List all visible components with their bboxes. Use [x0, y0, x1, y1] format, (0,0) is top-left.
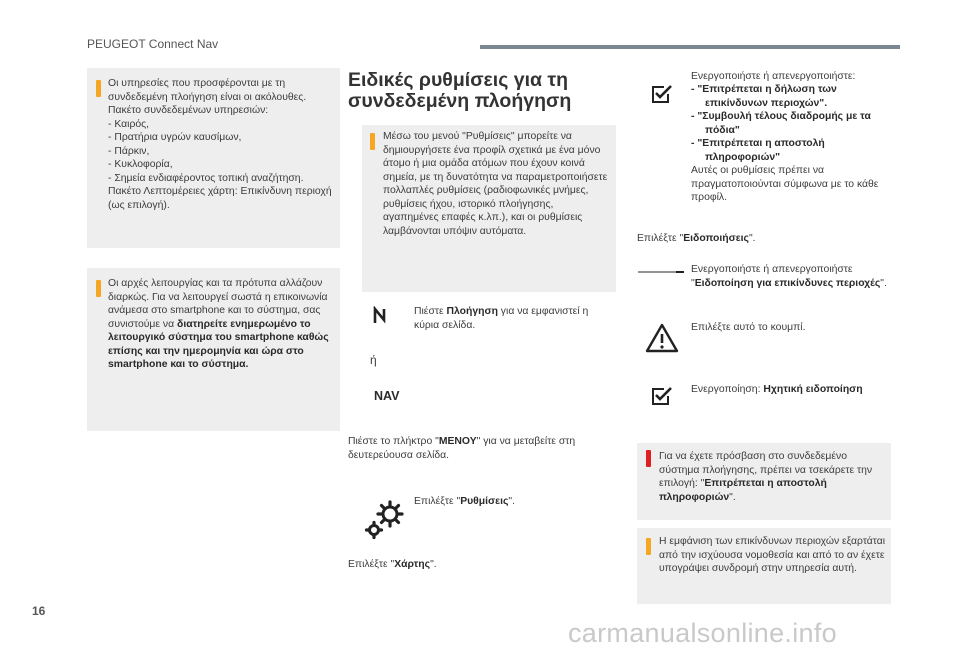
- warning-required-option: Επιτρέπεται η αποστολή πληροφοριών: [659, 478, 827, 503]
- smartphone-text-normal: Οι αρχές λειτουργίας και τα πρότυπα αλλάζουν διαρκώς. Για να λειτουργεί σωστά η επικοινωνία ανάμεσα στο smartphone και το σύστημα, σας συνιστούμε να: [108, 278, 328, 330]
- gears-icon: [362, 498, 408, 544]
- exclamation-icon: [646, 450, 651, 467]
- services-package-label: Πακέτο συνδεδεμένων υπηρεσιών:: [108, 105, 269, 116]
- step-notifications: Επιλέξτε "Ειδοποιήσεις".: [637, 233, 756, 244]
- step-map: Επιλέξτε "Χάρτης".: [348, 559, 437, 570]
- step-settings: Επιλέξτε "Ρυθμίσεις".: [414, 496, 515, 507]
- service-item: - Πάρκιν,: [108, 145, 150, 157]
- step-notif-toggle: Ενεργοποιήστε ή απενεργοποιήστε "Ειδοποίηση για επικίνδυνες περιοχές".: [691, 264, 887, 289]
- map-details-package: Πακέτο Λεπτομέρειες χάρτη: Επικίνδυνη περιοχή (ως επιλογή).: [108, 186, 332, 211]
- service-item: - Καιρός,: [108, 118, 150, 130]
- navigation-n-icon: [372, 306, 390, 326]
- step-navigation: Πιέστε Πλοήγηση για να εμφανιστεί η κύρια σελίδα.: [414, 306, 589, 331]
- info-icon: [370, 133, 375, 150]
- toggle-line-icon: [636, 267, 686, 277]
- voice-alert-label: Ηχητική ειδοποίηση: [763, 384, 863, 395]
- warning-triangle-icon: [645, 322, 679, 354]
- option-send-information: - "Επιτρέπεται η αποστολή πληροφοριών": [691, 138, 825, 163]
- services-text: [108, 77, 336, 212]
- settings-label: Ρυθμίσεις: [460, 496, 509, 507]
- nav-button-label: NAV: [374, 389, 400, 403]
- smartphone-text-bold: διατηρείτε ενημερωμένο το λειτουργικό σύστημα του smartphone καθώς επίσης και την ημερομηνία και ώρα στο smartphone και το σύστημα.: [108, 318, 329, 370]
- service-item: - Κυκλοφορία,: [108, 159, 173, 170]
- step-select-button: Επιλέξτε αυτό το κουμπί.: [691, 322, 806, 333]
- service-item: - Πρατήρια υγρών καυσίμων,: [108, 132, 242, 143]
- notifications-label: Ειδοποιήσεις: [683, 233, 749, 244]
- info-icon: [646, 538, 651, 555]
- header-rule: [480, 45, 900, 49]
- info-icon: [96, 280, 101, 297]
- watermark: carmanualsonline.info: [568, 618, 837, 648]
- menu-label: ΜΕΝΟΥ: [438, 436, 477, 447]
- legislation-text: Η εμφάνιση των επικίνδυνων περιοχών εξαρτάται από την ισχύουσα νομοθεσία και από το αν έχετε υπογράψει συνδρομή στην υπηρεσία αυτή.: [659, 536, 886, 574]
- option-hazard-declaration: - "Επιτρέπεται η δήλωση των επικίνδυνων περιοχών".: [691, 84, 837, 109]
- step-voice: Ενεργοποίηση: Ηχητική ειδοποίηση: [691, 384, 863, 395]
- profile-info-text: Μέσω του μενού "Ρυθμίσεις" μπορείτε να δημιουργήσετε ένα προφίλ σχετικά με ένα μόνο άτομο ή μια ομάδα ατόμων που έχουν κοινά σημεία, με τη δυνατότητα να παραμετροποιήσετε πολλαπλές ρυθμίσεις (ραδιοφωνικές μνήμες, ρυθμίσεις ήχου, ιστορικό πλοήγησης, αγαπημένες επαφές κ.λπ.), και οι ρυθμίσεις λαμβάνονται υπόψιν αυτόματα.: [383, 131, 608, 237]
- navigation-label: Πλοήγηση: [446, 306, 498, 317]
- service-item: - Σημεία ενδιαφέροντος τοπική αναζήτηση.: [108, 172, 304, 184]
- options-list: [691, 83, 896, 164]
- running-header: PEUGEOT Connect Nav: [87, 37, 219, 51]
- map-label: Χάρτης: [394, 559, 431, 570]
- warning-text: Για να έχετε πρόσβαση στο συνδεδεμένο σύστημα πλοήγησης, πρέπει να τσεκάρετε την επιλογή: "Επιτρέπεται η αποστολή πληροφοριών".: [659, 451, 873, 503]
- page-number: 16: [32, 604, 46, 618]
- options-note: Αυτές οι ρυθμίσεις πρέπει να πραγματοποιούνται σύμφωνα με το κάθε προφίλ.: [691, 165, 879, 203]
- hazard-notification-label: Ειδοποίηση για επικίνδυνες περιοχές: [694, 277, 881, 289]
- services-intro: Οι υπηρεσίες που προσφέρονται με τη συνδεδεμένη πλοήγηση είναι οι ακόλουθες.: [108, 78, 307, 103]
- checkbox-checked-icon: [651, 84, 673, 104]
- section-title: Ειδικές ρυθμίσεις για τη συνδεδεμένη πλοήγηση: [348, 69, 572, 112]
- info-icon: [96, 80, 101, 97]
- checkbox-checked-icon: [651, 386, 673, 406]
- activate-intro: Ενεργοποιήστε ή απενεργοποιήστε:: [691, 71, 856, 82]
- option-walking-advice: - "Συμβουλή τέλους διαδρομής με τα πόδια": [691, 111, 871, 136]
- or-label: ή: [370, 353, 377, 367]
- smartphone-text: [108, 277, 336, 372]
- step-menu: Πιέστε το πλήκτρο "ΜΕΝΟΥ" για να μεταβείτε στη δευτερεύουσα σελίδα.: [348, 436, 576, 461]
